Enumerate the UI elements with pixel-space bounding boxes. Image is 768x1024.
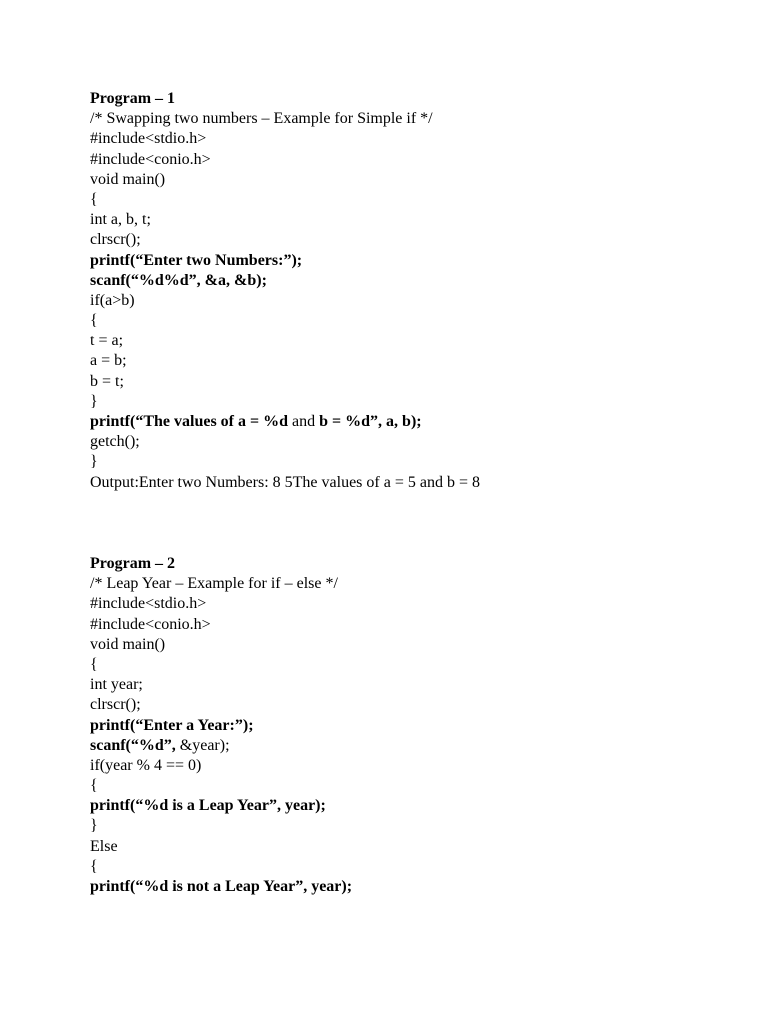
code-line (90, 150, 730, 170)
code-segment: printf(“%d is not a Leap Year”, year); (90, 878, 353, 895)
code-segment: { (90, 312, 98, 330)
code-segment: getch(); (90, 433, 140, 451)
code-line (90, 655, 730, 675)
code-segment: void main() (90, 635, 166, 653)
code-line (90, 756, 730, 776)
code-segment: /* Leap Year – Example for if – else */ (90, 575, 338, 593)
code-segment: #include<conio.h> (90, 150, 211, 168)
code-line (90, 736, 730, 756)
program-1-section (90, 89, 730, 493)
program-1-heading: Program – 1 (90, 90, 176, 107)
code-line (90, 230, 730, 250)
code-line (90, 816, 730, 836)
code-line (90, 392, 730, 412)
code-line (90, 372, 730, 392)
code-segment: { (90, 857, 98, 875)
code-segment: int year; (90, 676, 143, 694)
code-line (90, 210, 730, 230)
code-segment: a = b; (90, 352, 127, 370)
code-line (90, 776, 730, 796)
code-line (90, 675, 730, 695)
code-segment: printf(“%d is a Leap Year”, year); (90, 797, 326, 815)
code-segment: scanf(“%d%d”, &a, &b); (90, 271, 267, 289)
code-segment: if(year % 4 == 0) (90, 756, 202, 774)
code-line (90, 129, 730, 149)
code-segment: printf(“Enter a Year:”); (90, 716, 254, 734)
code-line (90, 190, 730, 210)
code-segment: } (90, 817, 98, 835)
program-2-code (90, 574, 730, 897)
code-segment: Output:Enter two Numbers: 8 5The values of a = 5 and b = 8 (90, 473, 480, 491)
code-line (90, 574, 730, 594)
code-segment: { (90, 777, 98, 795)
code-line (90, 594, 730, 614)
code-segment: { (90, 655, 98, 673)
code-segment: if(a>b) (90, 291, 135, 309)
code-segment: #include<stdio.h> (90, 130, 207, 148)
code-segment: { (90, 190, 98, 208)
code-segment: void main() (90, 170, 166, 188)
code-line (90, 311, 730, 331)
code-line (90, 412, 730, 432)
code-segment: /* Swapping two numbers – Example for Simple if */ (90, 110, 433, 128)
code-line (90, 251, 730, 271)
code-line (90, 291, 730, 311)
code-segment: t = a; (90, 332, 124, 350)
code-line (90, 857, 730, 877)
code-line (90, 109, 730, 129)
code-line (90, 473, 730, 493)
code-line (90, 351, 730, 371)
program-2-heading: Program – 2 (90, 555, 176, 572)
code-line (90, 716, 730, 736)
program-2-section (90, 554, 730, 897)
code-segment: printf(“The values of a = %d (90, 413, 293, 430)
code-segment: b = %d”, a, b); (315, 413, 422, 430)
code-segment: printf(“Enter two Numbers:”); (90, 251, 303, 269)
code-line (90, 331, 730, 351)
code-line (90, 170, 730, 190)
code-line (90, 452, 730, 472)
code-segment: and (292, 413, 316, 430)
code-line (90, 796, 730, 816)
code-segment: clrscr(); (90, 231, 141, 249)
code-segment: clrscr(); (90, 696, 141, 714)
code-segment: Else (90, 837, 118, 855)
code-line (90, 432, 730, 452)
code-line (90, 877, 730, 897)
code-segment: #include<stdio.h> (90, 595, 207, 613)
code-line (90, 837, 730, 857)
code-line (90, 271, 730, 291)
code-segment: } (90, 453, 98, 471)
code-segment: scanf(“%d”, (90, 736, 180, 754)
code-line (90, 635, 730, 655)
code-segment: &year); (179, 736, 230, 754)
code-segment: } (90, 392, 98, 410)
code-segment: b = t; (90, 372, 124, 390)
code-line (90, 615, 730, 635)
code-segment: int a, b, t; (90, 211, 151, 229)
code-segment: #include<conio.h> (90, 615, 211, 633)
program-1-code (90, 109, 730, 493)
code-line (90, 695, 730, 715)
